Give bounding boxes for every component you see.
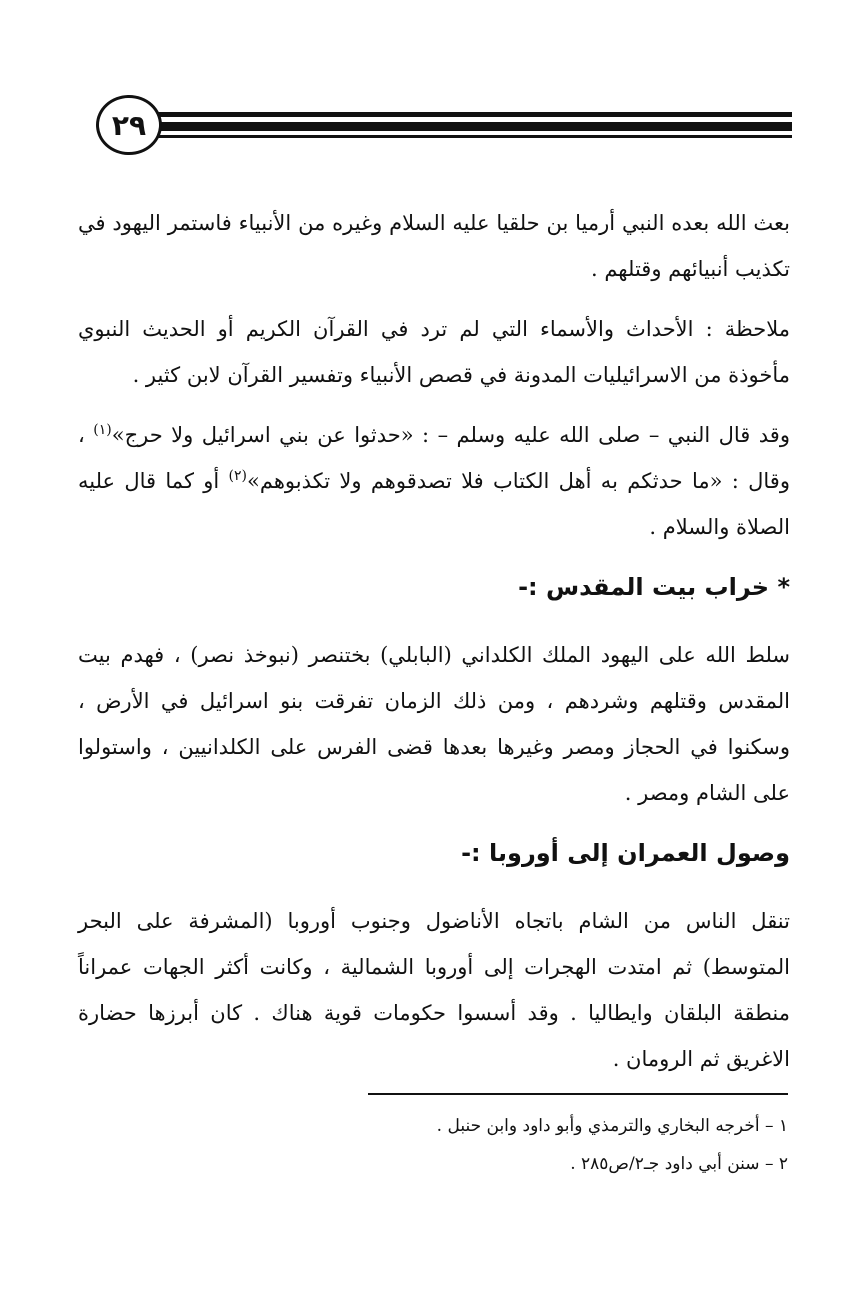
hadith-part-3: أو كما قال عليه الصلاة والسلام . — [78, 469, 790, 539]
section-heading-europe: وصول العمران إلى أوروبا :- — [461, 839, 790, 867]
paragraph-europe: تنقل الناس من الشام باتجاه الأناضول وجنوب أوروبا (المشرفة على البحر المتوسط) ثم امتدت الهجرات إلى أوروبا الشمالية ، وكانت أكثر الجهات عمراناً منطقة البلقان وايطاليا . وقد أسسوا حكومات قوية هناك . كان أبرزها حضارة الاغريق ثم الرومان . — [78, 909, 790, 1071]
paragraph-note: ملاحظة : الأحداث والأسماء التي لم ترد في القرآن الكريم أو الحديث النبوي مأخوذة من الاسرائيليات المدونة في قصص الأنبياء وتفسير القرآن لابن كثير . — [78, 317, 790, 387]
page-header — [72, 95, 792, 157]
footnote-ref-2: (٢) — [228, 468, 248, 484]
paragraph-jerusalem: سلط الله على اليهود الملك الكلداني (البابلي) بختنصر (نبوخذ نصر) ، فهدم بيت المقدس وقتلهم وشردهم ، ومن ذلك الزمان تفرقت بنو اسرائيل في الأرض ، وسكنوا في الحجاز ومصر وغيرها بعدها قضى الفرس على الكلدانيين ، واستولوا على الشام ومصر . — [78, 643, 790, 805]
page-number: ٢٩ — [96, 95, 162, 155]
footnote-1: ١ – أخرجه البخاري والترمذي وأبو داود وابن حنبل . — [436, 1116, 788, 1136]
footnote-divider — [368, 1093, 788, 1095]
hadith-part-2: ، وقال : «ما حدثكم به أهل الكتاب فلا تصدقوهم ولا تكذبوهم» — [78, 423, 790, 493]
footnote-2: ٢ – سنن أبي داود جـ٢/ص٢٨٥ . — [570, 1154, 788, 1174]
footnote-ref-1: (١) — [93, 422, 112, 438]
page-body — [78, 200, 790, 1096]
footnotes — [368, 1093, 788, 1183]
paragraph-hadith — [78, 412, 790, 550]
header-rule-thick — [152, 122, 792, 131]
paragraph-prophets: بعث الله بعده النبي أرميا بن حلقيا عليه السلام وغيره من الأنبياء فاستمر اليهود في تكذيب أنبيائهم وقتلهم . — [78, 211, 790, 281]
section-heading-jerusalem: * خراب بيت المقدس :- — [518, 573, 790, 601]
header-rule-thin-bottom — [152, 135, 792, 138]
hadith-part-1: وقد قال النبي – صلى الله عليه وسلم – : «حدثوا عن بني اسرائيل ولا حرج» — [111, 423, 790, 447]
header-rule-thin — [152, 112, 792, 117]
